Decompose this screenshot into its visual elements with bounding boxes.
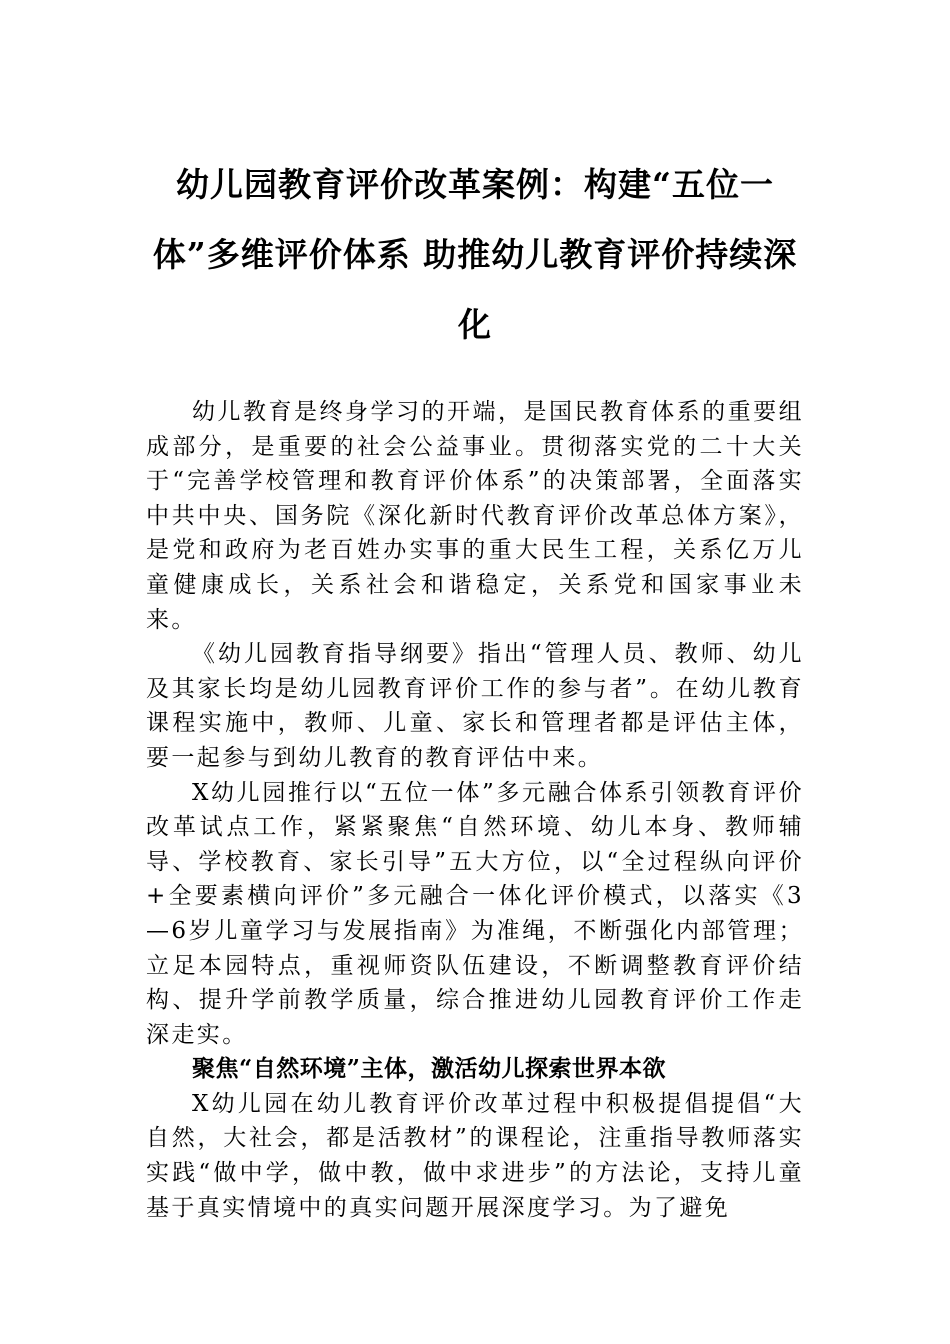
paragraph-guideline: 《幼儿园教育指导纲要》指出“管理人员、教师、幼儿及其家长均是幼儿园教育评价工作的参与者”。在幼儿教育课程实施中，教师、儿童、家长和管理者都是评估主体，要一起参与到幼儿教育的教育评估中来。	[146, 641, 804, 771]
section-heading: 聚焦“自然环境”主体，激活幼儿探索世界本欲	[192, 1055, 666, 1083]
paragraph-five-in-one: X幼儿园推行以“五位一体”多元融合体系引领教育评价改革试点工作，紧紧聚焦“自然环境、幼儿本身、教师辅导、学校教育、家长引导”五大方位，以“全过程纵向评价+全要素横向评价”多元融合一体化评价模式，以落实《3—6岁儿童学习与发展指南》为准绳，不断强化内部管理；立足本园特点，重视师资队伍建设，不断调整教育评价结构、提升学前教学质量，综合推进幼儿园教育评价工作走深走实。	[146, 779, 804, 1048]
paragraph-intro: 幼儿教育是终身学习的开端，是国民教育体系的重要组成部分，是重要的社会公益事业。贯彻落实党的二十大关于“完善学校管理和教育评价体系”的决策部署，全面落实中共中央、国务院《深化新时代教育评价改革总体方案》，是党和政府为老百姓办实事的重大民生工程，关系亿万儿童健康成长，关系社会和谐稳定，关系党和国家事业未来。	[146, 399, 804, 633]
document-body	[146, 395, 804, 1225]
paragraph-nature: X幼儿园在幼儿教育评价改革过程中积极提倡提倡“大自然，大社会，都是活教材”的课程论，注重指导教师落实实践“做中学，做中教，做中求进步”的方法论，支持儿童基于真实情境中的真实问题开展深度学习。为了避免	[146, 1090, 804, 1221]
document-title: 幼儿园教育评价改革案例：构建“五位一体”多维评价体系 助推幼儿教育评价持续深化	[152, 165, 798, 344]
